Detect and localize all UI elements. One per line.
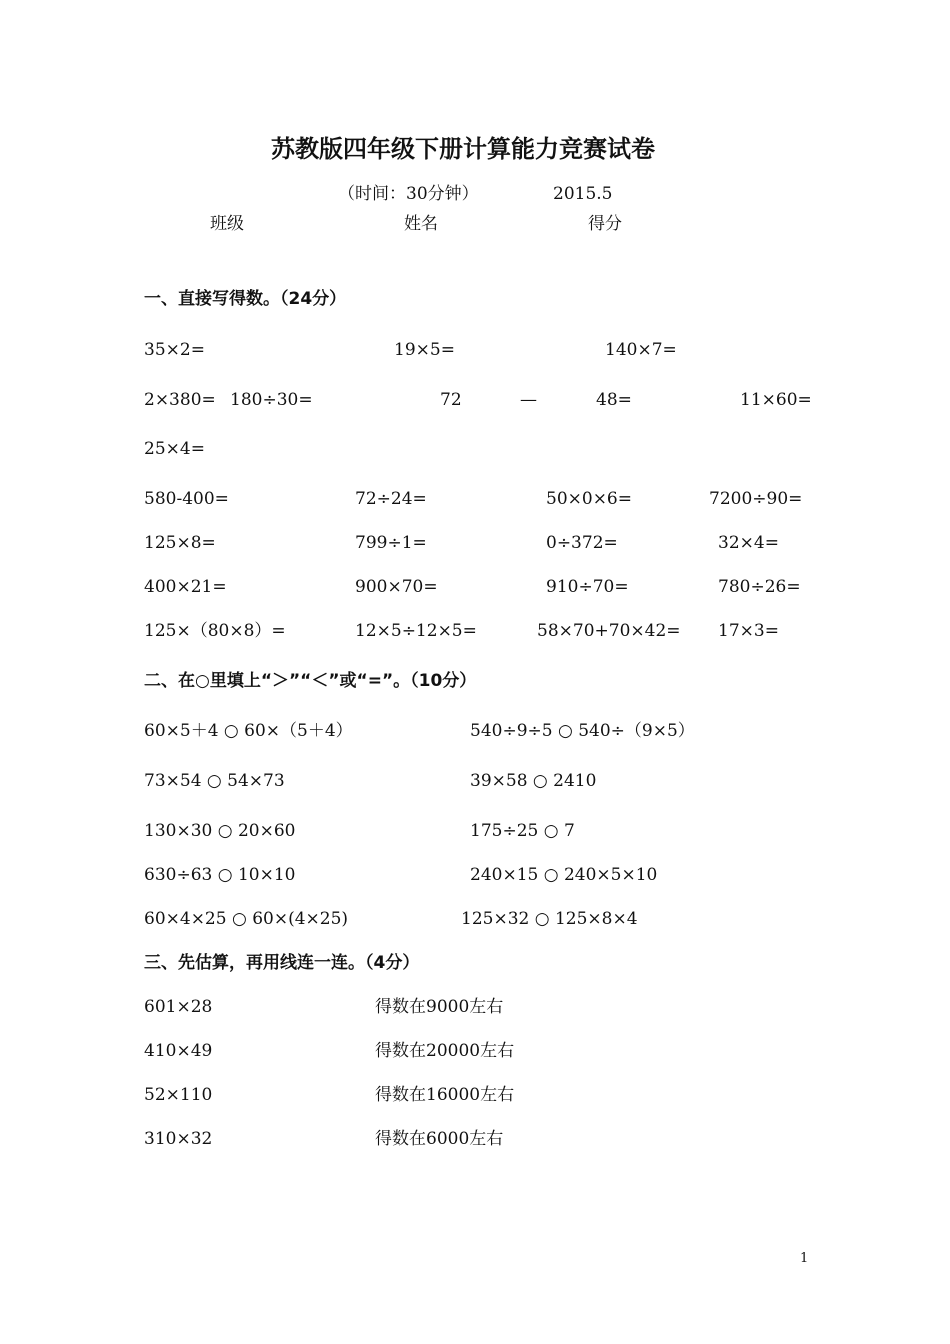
comparison-item: 125×32 ○ 125×8×4 <box>461 909 638 929</box>
problem: 7200÷90= <box>709 489 803 509</box>
comparison-item: 73×54 ○ 54×73 <box>144 771 285 791</box>
problem: 19×5= <box>394 340 455 360</box>
problem: 48= <box>596 390 632 410</box>
problem: 580-400= <box>144 489 229 509</box>
problem: 125×8= <box>144 533 216 553</box>
problem: 900×70= <box>355 577 438 597</box>
problem: 58×70+70×42= <box>537 621 681 641</box>
name-label: 姓名 <box>404 214 438 234</box>
problem: 72÷24= <box>355 489 427 509</box>
problem: 25×4= <box>144 439 205 459</box>
estimate-expression: 601×28 <box>144 997 213 1017</box>
problem: 140×7= <box>605 340 677 360</box>
comparison-item: 540÷9÷5 ○ 540÷（9×5） <box>470 721 695 741</box>
class-label: 班级 <box>210 214 244 234</box>
score-label: 得分 <box>588 214 622 234</box>
section2-heading: 二、在○里填上“＞”“＜”或“=”。（10分） <box>144 671 477 691</box>
problem: 12×5÷12×5= <box>355 621 477 641</box>
section1-heading: 一、直接写得数。（24分） <box>144 289 347 309</box>
comparison-item: 60×5＋4 ○ 60×（5＋4） <box>144 721 353 741</box>
comparison-item: 39×58 ○ 2410 <box>470 771 597 791</box>
problem: 780÷26= <box>718 577 801 597</box>
comparison-item: 130×30 ○ 20×60 <box>144 821 296 841</box>
comparison-item: 60×4×25 ○ 60×(4×25) <box>144 909 349 929</box>
problem: 72 <box>440 390 462 410</box>
problem: 32×4= <box>718 533 779 553</box>
problem: 799÷1= <box>355 533 427 553</box>
page-title: 苏教版四年级下册计算能力竞赛试卷 <box>271 135 655 163</box>
exam-time: （时间：30分钟） <box>338 184 479 204</box>
estimate-result: 得数在20000左右 <box>375 1041 515 1061</box>
estimate-result: 得数在16000左右 <box>375 1085 515 1105</box>
problem: 17×3= <box>718 621 779 641</box>
problem: 0÷372= <box>546 533 618 553</box>
estimate-result: 得数在9000左右 <box>375 997 504 1017</box>
comparison-item: 240×15 ○ 240×5×10 <box>470 865 658 885</box>
problem: 910÷70= <box>546 577 629 597</box>
problem: 11×60= <box>740 390 812 410</box>
comparison-item: 175÷25 ○ 7 <box>470 821 575 841</box>
problem: 50×0×6= <box>546 489 632 509</box>
problem: — <box>520 390 537 410</box>
problem: 2×380= <box>144 390 216 410</box>
page-number: 1 <box>800 1251 809 1266</box>
estimate-expression: 52×110 <box>144 1085 213 1105</box>
problem: 125×（80×8）= <box>144 621 286 641</box>
problem: 35×2= <box>144 340 205 360</box>
comparison-item: 630÷63 ○ 10×10 <box>144 865 296 885</box>
estimate-result: 得数在6000左右 <box>375 1129 504 1149</box>
problem: 180÷30= <box>230 390 313 410</box>
estimate-expression: 310×32 <box>144 1129 213 1149</box>
exam-date: 2015.5 <box>553 184 613 204</box>
estimate-expression: 410×49 <box>144 1041 213 1061</box>
section3-heading: 三、先估算，再用线连一连。（4分） <box>144 953 420 973</box>
problem: 400×21= <box>144 577 227 597</box>
